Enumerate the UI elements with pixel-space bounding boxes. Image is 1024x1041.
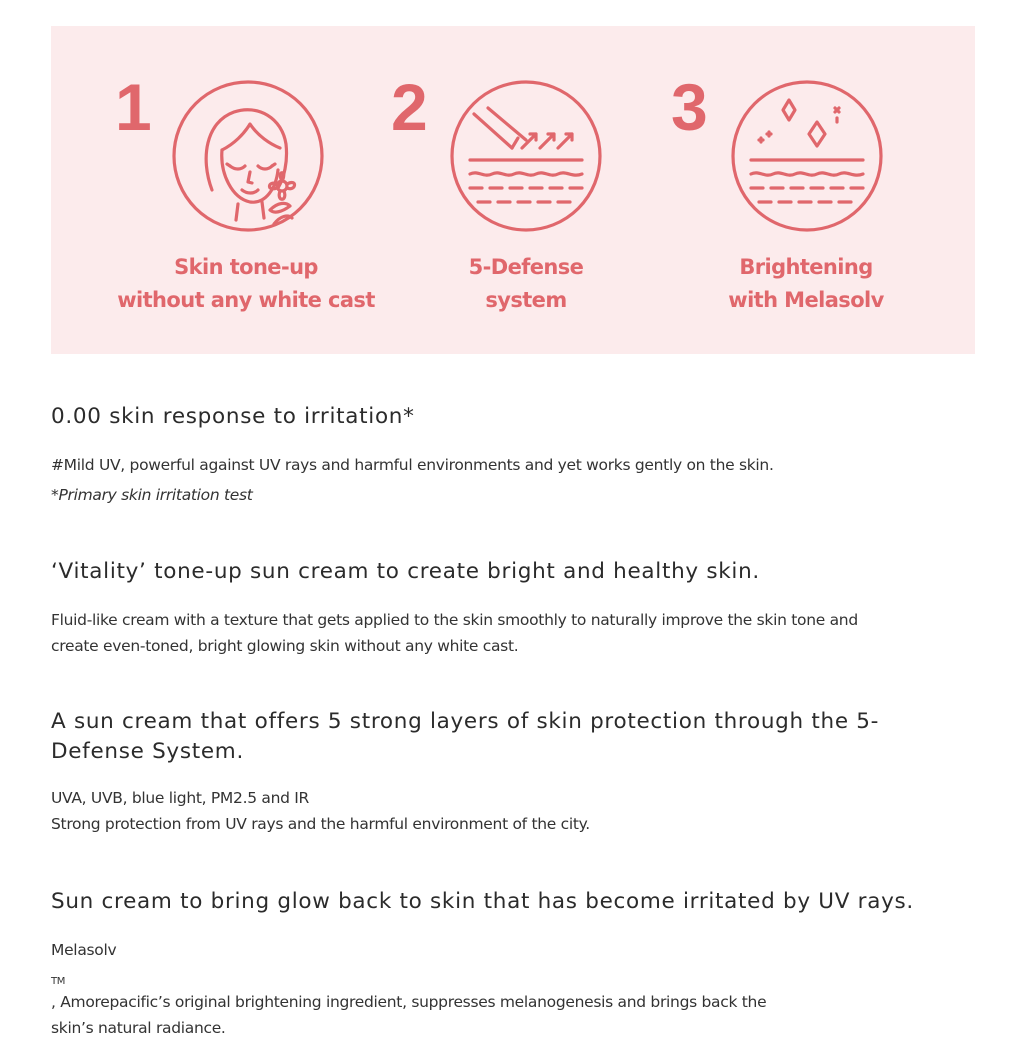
feature-caption bbox=[661, 251, 951, 317]
feature-caption-line: Skin tone-up bbox=[174, 255, 318, 279]
body-line: Fluid-like cream with a texture that gets applied to the skin smoothly to naturally improve the skin tone and bbox=[51, 611, 858, 629]
trademark-sub: TM bbox=[51, 976, 66, 987]
feature-caption-line: 5-Defense bbox=[468, 255, 584, 279]
feature-caption bbox=[381, 251, 671, 317]
feature-caption-line: system bbox=[485, 288, 567, 312]
section-heading: Sun cream to bring glow back to skin that has become irritated by UV rays. bbox=[51, 889, 914, 914]
face-with-flower-icon bbox=[170, 78, 326, 234]
body-line bbox=[51, 937, 971, 1015]
body-line: skin’s natural radiance. bbox=[51, 1019, 226, 1037]
feature-caption-line: with Melasolv bbox=[728, 288, 884, 312]
section-heading: 0.00 skin response to irritation* bbox=[51, 404, 415, 429]
section-heading bbox=[51, 707, 971, 767]
body-line: create even-toned, bright glowing skin without any white cast. bbox=[51, 637, 519, 655]
feature-number: 1 bbox=[115, 70, 152, 144]
section-5-defense bbox=[51, 707, 971, 837]
section-glow bbox=[51, 887, 971, 1041]
section-body bbox=[51, 452, 971, 508]
section-heading: ‘Vitality’ tone-up sun cream to create bright and healthy skin. bbox=[51, 559, 760, 584]
feature-caption bbox=[91, 251, 401, 317]
section-vitality bbox=[51, 557, 971, 659]
feature-5-defense bbox=[381, 26, 671, 354]
feature-brightening bbox=[661, 26, 975, 354]
body-line-rest: , Amorepacific’s original brightening ingredient, suppresses melanogenesis and brings back the bbox=[51, 993, 767, 1011]
section-body bbox=[51, 785, 971, 837]
body-line: Strong protection from UV rays and the harmful environment of the city. bbox=[51, 815, 590, 833]
body-line: UVA, UVB, blue light, PM2.5 and IR bbox=[51, 789, 310, 807]
heading-line: Defense System. bbox=[51, 739, 244, 764]
heading-line: A sun cream that offers 5 strong layers of skin protection through the 5- bbox=[51, 709, 880, 734]
feature-caption-line: without any white cast bbox=[117, 288, 375, 312]
feature-number: 2 bbox=[391, 70, 428, 144]
section-body bbox=[51, 937, 971, 1041]
feature-banner bbox=[51, 26, 975, 354]
body-line: #Mild UV, powerful against UV rays and harmful environments and yet works gently on the skin. bbox=[51, 456, 774, 474]
feature-caption-line: Brightening bbox=[739, 255, 873, 279]
section-body bbox=[51, 607, 971, 659]
feature-number: 3 bbox=[671, 70, 708, 144]
footnote: *Primary skin irritation test bbox=[51, 486, 253, 504]
feature-skin-tone-up bbox=[51, 26, 381, 354]
uv-defense-layers-icon bbox=[448, 78, 604, 234]
section-irritation bbox=[51, 402, 971, 508]
brand-melasolv: Melasolv bbox=[51, 941, 117, 959]
sparkle-layers-icon bbox=[729, 78, 885, 234]
